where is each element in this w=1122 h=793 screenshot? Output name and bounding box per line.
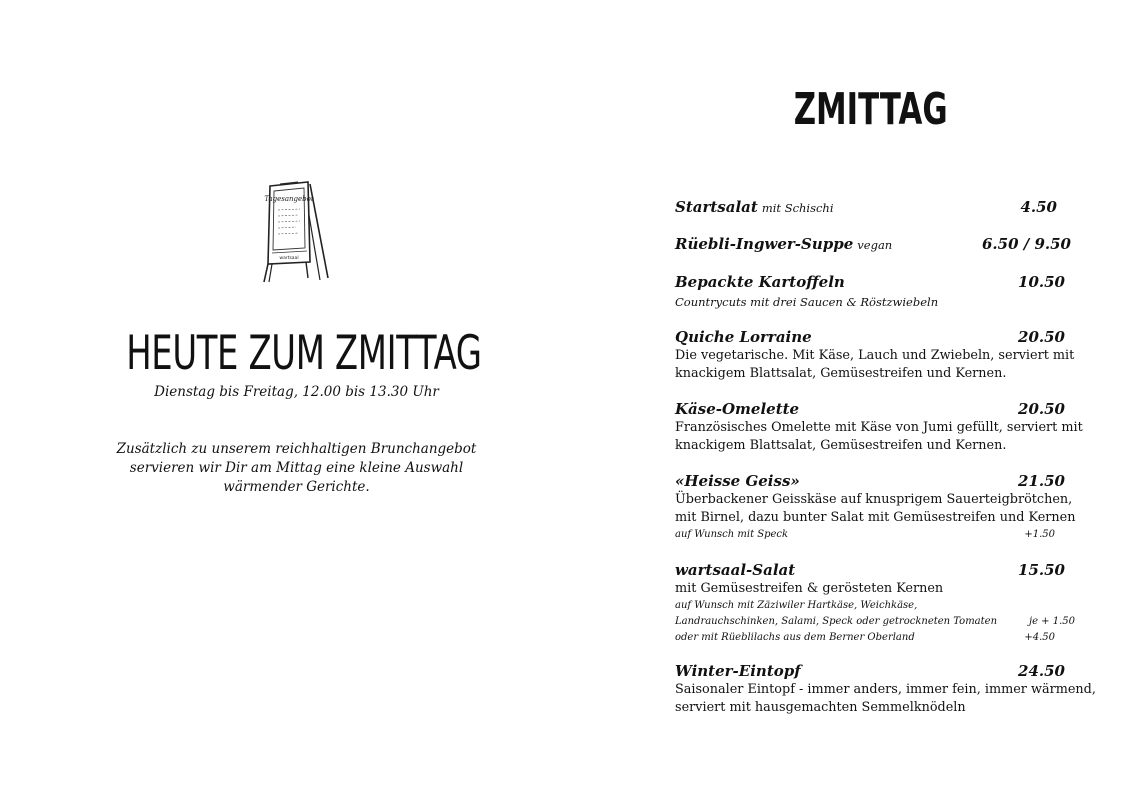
- menu-item-note: vegan: [857, 238, 893, 252]
- extra-price: +1.50: [1024, 529, 1055, 540]
- menu-item-description: Überbackener Geisskäse auf knusprigem Sauerteigbrötchen,: [675, 492, 1073, 507]
- menu-item-description: serviert mit hausgemachten Semmelknödeln: [675, 700, 966, 715]
- extra-price: +4.50: [1024, 632, 1055, 643]
- extra-text: Landrauchschinken, Salami, Speck oder getrockneten Tomaten: [675, 616, 998, 627]
- menu-item-description: knackigem Blattsalat, Gemüsestreifen und Kernen.: [675, 438, 1007, 453]
- menu-item-price: 24.50: [1018, 662, 1065, 680]
- menu-item-description: Französisches Omelette mit Käse von Jumi gefüllt, serviert mit: [675, 420, 1083, 435]
- page-title: HEUTE ZUM ZMITTAG: [126, 326, 482, 381]
- service-hours: Dienstag bis Freitag, 12.00 bis 13.30 Uhr: [154, 384, 439, 400]
- menu-item-description: mit Birnel, dazu bunter Salat mit Gemüsestreifen und Kernen: [675, 510, 1076, 525]
- menu-item-name: Winter-Eintopf: [675, 662, 801, 680]
- menu-item-winter-eintopf: [675, 661, 1096, 717]
- menu-title: ZMITTAG: [793, 84, 948, 135]
- menu-item-description: Die vegetarische. Mit Käse, Lauch und Zwiebeln, serviert mit: [675, 348, 1075, 363]
- menu-item-header: [675, 661, 1067, 681]
- menu-item-name: Quiche Lorraine: [675, 328, 812, 346]
- menu-item-price: 20.50: [1018, 328, 1065, 346]
- menu-item-header: [675, 399, 1067, 419]
- extra-text: auf Wunsch mit Speck: [675, 529, 789, 540]
- extra-text: oder mit Rüeblilachs aus dem Berner Oberland: [675, 632, 915, 643]
- menu-item-name: Bepackte Kartoffeln: [675, 273, 845, 291]
- intro-line: servieren wir Dir am Mittag eine kleine Auswahl: [129, 460, 464, 476]
- menu-item-header: [675, 272, 1067, 292]
- menu-item-extra: [675, 614, 1075, 630]
- menu-item-rueebli-ingwer-suppe: [675, 234, 1071, 254]
- menu-item-price: 10.50: [1018, 273, 1065, 291]
- sign-text: Tagesangebot: [264, 195, 314, 203]
- menu-item-extra: [675, 527, 1067, 543]
- menu-item-extra: [675, 598, 1067, 614]
- menu-item-name: wartsaal-Salat: [675, 561, 796, 579]
- right-page: [561, 0, 1122, 793]
- menu-item-note: mit Schischi: [761, 201, 834, 215]
- menu-item-header: [675, 327, 1067, 347]
- menu-item-price: 4.50: [1020, 198, 1057, 216]
- menu-item-price: 6.50 / 9.50: [982, 235, 1071, 253]
- menu-item-description: knackigem Blattsalat, Gemüsestreifen und Kernen.: [675, 366, 1007, 381]
- menu-item-description: Countrycuts mit drei Saucen & Röstzwiebeln: [675, 295, 939, 309]
- intro-text: [110, 440, 483, 497]
- menu-item-name: «Heisse Geiss»: [675, 472, 800, 490]
- menu-item-price: 21.50: [1018, 472, 1065, 490]
- menu-item-heisse-geiss: [675, 471, 1076, 543]
- menu-item-description: mit Gemüsestreifen & gerösteten Kernen: [675, 581, 944, 596]
- intro-line: wärmender Gerichte.: [223, 479, 370, 495]
- menu-item-name: Käse-Omelette: [675, 400, 800, 418]
- menu-item-extra: [675, 630, 1067, 646]
- menu-item-price: 15.50: [1018, 561, 1065, 579]
- menu-item-bepackte-kartoffeln: [675, 272, 1067, 310]
- extra-price: je + 1.50: [1028, 616, 1075, 627]
- menu-item-header: [675, 471, 1067, 491]
- menu-item-price: 20.50: [1018, 400, 1065, 418]
- menu-item-header: [675, 560, 1067, 580]
- menu-item-description: Saisonaler Eintopf - immer anders, immer fein, immer wärmend,: [675, 682, 1096, 697]
- sign-footer-text: wartsaal: [279, 256, 299, 261]
- sandwich-board-sign-icon: [248, 178, 334, 286]
- menu-item-header: [675, 234, 1071, 254]
- menu-item-startsalat: [675, 197, 1067, 217]
- menu-item-name: Rüebli-Ingwer-Suppe: [675, 235, 854, 253]
- menu-item-header: [675, 197, 1067, 217]
- menu-item-name: Startsalat: [675, 198, 758, 216]
- menu-item-kaese-omelette: [675, 399, 1083, 455]
- menu-item-wartsaal-salat: [675, 560, 1075, 646]
- menu-item-quiche-lorraine: [675, 327, 1075, 383]
- extra-text: auf Wunsch mit Zäziwiler Hartkäse, Weichkäse,: [675, 600, 918, 611]
- intro-line: Zusätzlich zu unserem reichhaltigen Brunchangebot: [116, 441, 477, 457]
